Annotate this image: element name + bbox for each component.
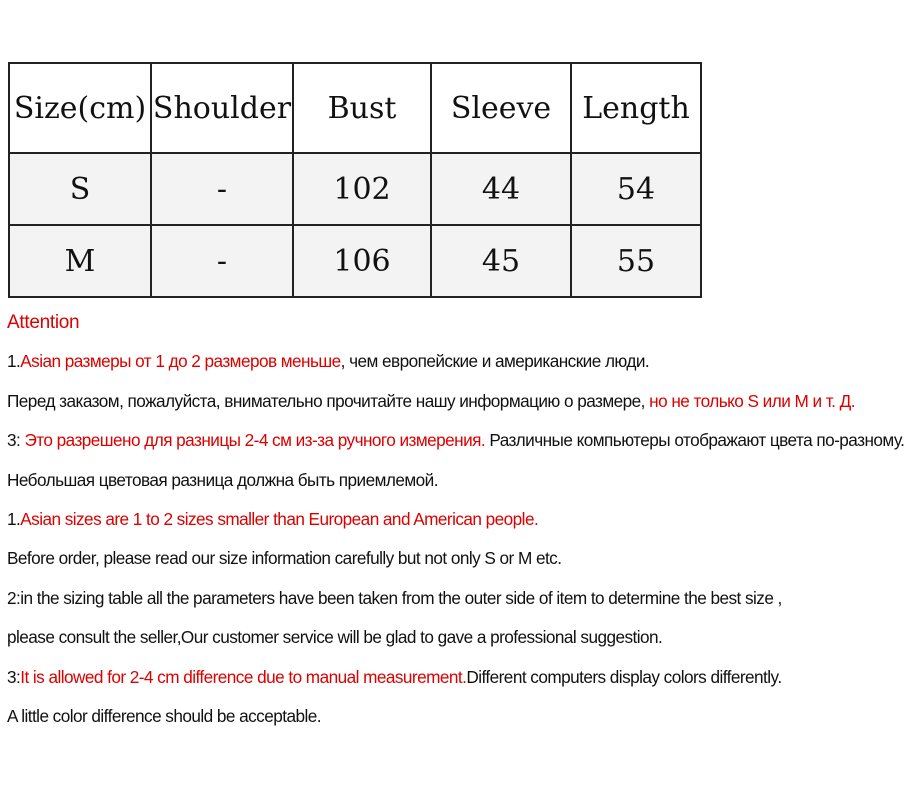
header-length: Length: [571, 63, 701, 153]
note-segment: please consult the seller,Our customer service will be glad to gave a professional suggestion.: [7, 627, 663, 648]
note-segment: , чем европейские и американские люди.: [340, 351, 650, 372]
note-line: [7, 579, 797, 618]
note-segment: Before order, please read our size information carefully but not only S or M etc.: [7, 548, 562, 569]
cell-shoulder: -: [151, 153, 293, 225]
note-segment: 1.: [7, 508, 21, 529]
note-line: [7, 500, 797, 539]
header-shoulder: Shoulder: [151, 63, 293, 153]
cell-sleeve: 44: [431, 153, 571, 225]
note-line: [7, 421, 904, 460]
note-segment: Перед заказом, пожалуйста, внимательно прочитайте нашу информацию о размере,: [7, 390, 650, 411]
note-segment: Небольшая цветовая разница должна быть приемлемой.: [7, 469, 438, 490]
header-bust: Bust: [293, 63, 431, 153]
header-sleeve: Sleeve: [431, 63, 571, 153]
note-line: [7, 618, 797, 657]
cell-shoulder: -: [151, 225, 293, 297]
note-segment-highlight: It is allowed for 2-4 cm difference due to manual measurement.: [20, 666, 467, 687]
cell-sleeve: 45: [431, 225, 571, 297]
size-chart-table: [8, 62, 702, 298]
cell-bust: 102: [293, 153, 431, 225]
note-line: [7, 382, 855, 421]
note-line: [7, 342, 797, 381]
note-segment: Different computers display colors differently.: [466, 666, 782, 687]
note-line: [7, 697, 797, 736]
note-segment: 1.: [7, 351, 21, 372]
note-segment-highlight: но не только S или M и т. Д.: [649, 390, 855, 411]
note-segment: Различные компьютеры отображают цвета по-разному.: [485, 430, 904, 451]
cell-bust: 106: [293, 225, 431, 297]
note-segment: 2:in the sizing table all the parameters have been taken from the outer side of item to determine the best size ,: [7, 587, 782, 608]
note-segment: 3:: [7, 666, 21, 687]
note-line: [7, 461, 797, 500]
header-size: Size(cm): [9, 63, 151, 153]
table-row: [9, 153, 701, 225]
notes-section: [7, 303, 904, 736]
note-segment: A little color difference should be acceptable.: [7, 705, 321, 726]
table-row: [9, 225, 701, 297]
cell-size: S: [9, 153, 151, 225]
note-segment: 3:: [7, 430, 25, 451]
note-line: [7, 539, 797, 578]
attention-title: Attention: [7, 312, 80, 333]
note-segment-highlight: Это разрешено для разницы 2-4 см из-за ручного измерения.: [24, 430, 486, 451]
note-segment-highlight: Asian размеры от 1 до 2 размеров меньше: [20, 351, 341, 372]
note-segment-highlight: Asian sizes are 1 to 2 sizes smaller than European and American people.: [20, 508, 539, 529]
cell-length: 54: [571, 153, 701, 225]
size-table-header-row: [9, 63, 701, 153]
note-line: [7, 658, 797, 697]
cell-size: M: [9, 225, 151, 297]
cell-length: 55: [571, 225, 701, 297]
